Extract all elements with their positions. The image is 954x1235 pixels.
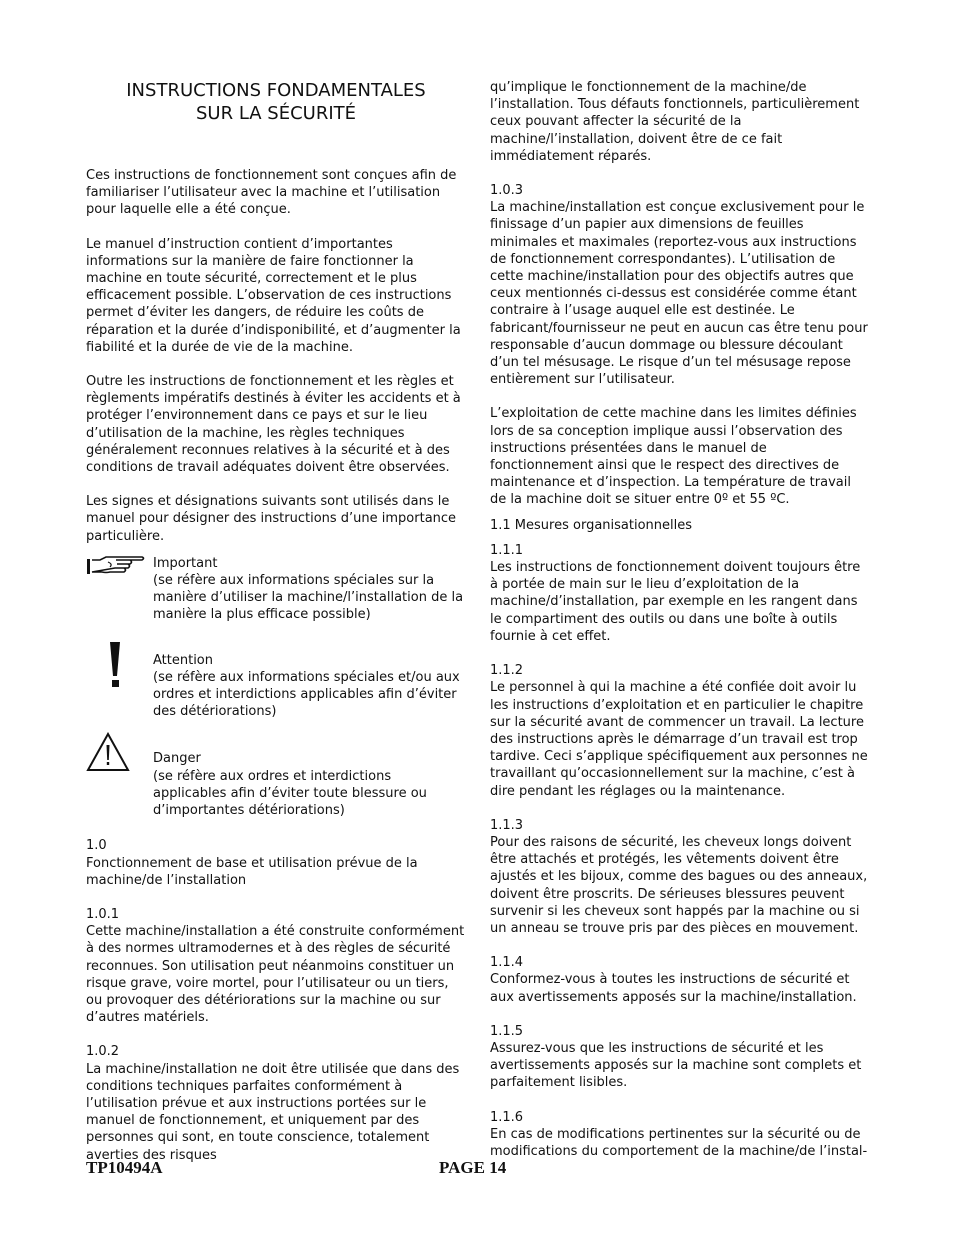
section-1-0-3 bbox=[490, 182, 870, 388]
left-column bbox=[86, 79, 466, 1181]
title-line-2: SUR LA SÉCURITÉ bbox=[195, 103, 357, 124]
section-text: La machine/installation est conçue exclusivement pour le finissage d’un papier aux dimensions de feuilles minimales et maximales (reportez-vous aux instructions de fonctionnement correspondantes). L’utilisation de cette machine/installation pour des objectifs autres que ceux mentionnés ci-dessus est considérée comme étant contraire à l’usage auquel elle est destinée. Le fabricant/fournisseur ne peut en aucun cas être tenu pour responsable d’aucun dommage ou blessure découlant d’un tel mésusage. Le risque d’un tel mésusage repose entièrement sur l’utilisateur. bbox=[490, 200, 868, 388]
section-1-0 bbox=[86, 837, 466, 889]
section-text: La machine/installation ne doit être utilisée que dans des conditions techniques parfaites conformément à l’utilisation prévue et aux instructions portées sur le manuel de fonctionnement, et uniquement par des personnes qui sont, en toute conscience, totalement averties des risques bbox=[86, 1061, 460, 1163]
section-1-0-2 bbox=[86, 1043, 466, 1163]
important-label: Important bbox=[153, 555, 218, 571]
important-block bbox=[86, 555, 466, 624]
section-text: En cas de modifications pertinentes sur la sécurité ou de modifications du comportement de la machine/de l’instal- bbox=[490, 1126, 868, 1159]
section-number: 1.0.2 bbox=[86, 1044, 120, 1060]
danger-text: (se réfère aux ordres et interdictions applicables afin d’éviter toute blessure ou d’importantes détériorations) bbox=[153, 768, 427, 819]
section-number: 1.1.2 bbox=[490, 663, 524, 679]
pointing-hand-icon bbox=[86, 555, 146, 584]
section-number: 1.1.5 bbox=[490, 1023, 524, 1039]
section-heading-1-1: 1.1 Mesures organisationnelles bbox=[490, 517, 693, 533]
section-text: Fonctionnement de base et utilisation prévue de la machine/de l’installation bbox=[86, 855, 418, 888]
section-number: 1.1.3 bbox=[490, 817, 524, 833]
section-number: 1.1.6 bbox=[490, 1109, 524, 1125]
attention-block bbox=[86, 652, 466, 721]
section-text: Assurez-vous que les instructions de sécurité et les avertissements apposés sur la machine sont complets et parfaitement lisibles. bbox=[490, 1040, 862, 1091]
attention-text: (se réfère aux informations spéciales et/ou aux ordres et interdictions applicables afin d’éviter des détériorations) bbox=[153, 669, 460, 720]
title-line-1: INSTRUCTIONS FONDAMENTALES bbox=[126, 80, 426, 101]
continued-paragraph: qu’implique le fonctionnement de la machine/de l’installation. Tous défauts fonctionnels, particulièrement ceux pouvant affecter la sécurité de la machine/l’installation, doivent être de ce fait immédiatement réparés. bbox=[490, 80, 860, 164]
intro-paragraph: Ces instructions de fonctionnement sont conçues afin de familiariser l’utilisateur avec la machine et l’utilisation pour laquelle elle a été conçue. bbox=[86, 168, 457, 218]
section-number: 1.0 bbox=[86, 838, 107, 854]
section-text: Cette machine/installation a été construite conformément à des normes ultramodernes et à des règles de sécurité reconnues. Son utilisation peut néanmoins constituer un risque grave, voire mortel, pour l’utilisateur ou un tiers, ou provoquer des détériorations sur la machine ou sur d’autres matériels. bbox=[86, 924, 465, 1026]
page-number: PAGE 14 bbox=[439, 1158, 507, 1177]
exclamation-icon bbox=[106, 640, 126, 695]
rules-paragraph: Outre les instructions de fonctionnement et les règles et règlements impératifs destinés à éviter les accidents et à protéger l’environnement dans ce pays et sur le lieu d’utilisation de la machine, les règles techniques généralement reconnues relatives à la sécurité et à des conditions de travail adéquates doivent être observées. bbox=[86, 374, 461, 476]
signs-paragraph: Les signes et désignations suivants sont utilisés dans le manuel pour désigner des instructions d’une importance particulière. bbox=[86, 494, 457, 544]
section-text: Conformez-vous à toutes les instructions de sécurité et aux avertissements apposés sur la machine/installation. bbox=[490, 972, 857, 1005]
section-1-1-2 bbox=[490, 662, 870, 800]
document-id: TP10494A bbox=[86, 1158, 163, 1177]
exploitation-paragraph: L’exploitation de cette machine dans les limites définies lors de sa conception implique aussi l’observation des instructions présentées dans le manuel de fonctionnement ainsi que le respect des directives de maintenance et d’inspection. La température de travail de la machine doit se situer entre 0º et 55 ºC. bbox=[490, 406, 857, 508]
section-number: 1.1.4 bbox=[490, 955, 524, 971]
warning-triangle-icon bbox=[86, 732, 130, 777]
section-1-1-4 bbox=[490, 954, 870, 1006]
right-column bbox=[490, 79, 870, 1177]
danger-block bbox=[86, 750, 466, 819]
section-text: Pour des raisons de sécurité, les cheveux longs doivent être attachés et protégés, les vêtements doivent être ajustés et les bijoux, comme des bagues ou des anneaux, doivent être proscrits. De sérieuses blessures peuvent survenir si les cheveux sont happés par la machine ou si un anneau se trouve pris par des pièces en mouvement. bbox=[490, 834, 868, 936]
section-number: 1.1.1 bbox=[490, 542, 524, 558]
attention-label: Attention bbox=[153, 652, 213, 668]
section-1-1-3 bbox=[490, 817, 870, 937]
section-number: 1.0.1 bbox=[86, 906, 120, 922]
section-1-1-1 bbox=[490, 542, 870, 645]
danger-label: Danger bbox=[153, 751, 201, 767]
manual-paragraph: Le manuel d’instruction contient d’importantes informations sur la manière de faire fonctionner la machine en toute sécurité, correctement et le plus efficacement possible. L’observation de ces instructions permet d’éviter les dangers, de réduire les coûts de réparation et la durée d’indisponibilité, et d’augmenter la fiabilité et la durée de vie de la machine. bbox=[86, 236, 461, 355]
important-text: (se réfère aux informations spéciales sur la manière d’utiliser la machine/l’installation de la manière la plus efficace possible) bbox=[153, 573, 464, 623]
section-text: Le personnel à qui la machine a été confiée doit avoir lu les instructions d’exploitation et en particulier le chapitre sur la sécurité avant de commencer un travail. La lecture des instructions après le démarrage d’un travail est trop tardive. Ceci s’applique spécifiquement aux personnes ne travaillant qu’occasionnellement sur la machine, c’est à dire pendant les réglages ou la maintenance. bbox=[490, 680, 868, 799]
section-text: Les instructions de fonctionnement doivent toujours être à portée de main sur le lieu d’exploitation de la machine/d’installation, par exemple en les rangent dans le compartiment des outils ou dans une boîte à outils fournie à cet effet. bbox=[490, 560, 861, 644]
section-1-0-1 bbox=[86, 906, 466, 1026]
section-number: 1.0.3 bbox=[490, 183, 524, 199]
section-1-1-5 bbox=[490, 1023, 870, 1092]
page-title bbox=[86, 79, 466, 125]
section-1-1-6 bbox=[490, 1109, 870, 1161]
